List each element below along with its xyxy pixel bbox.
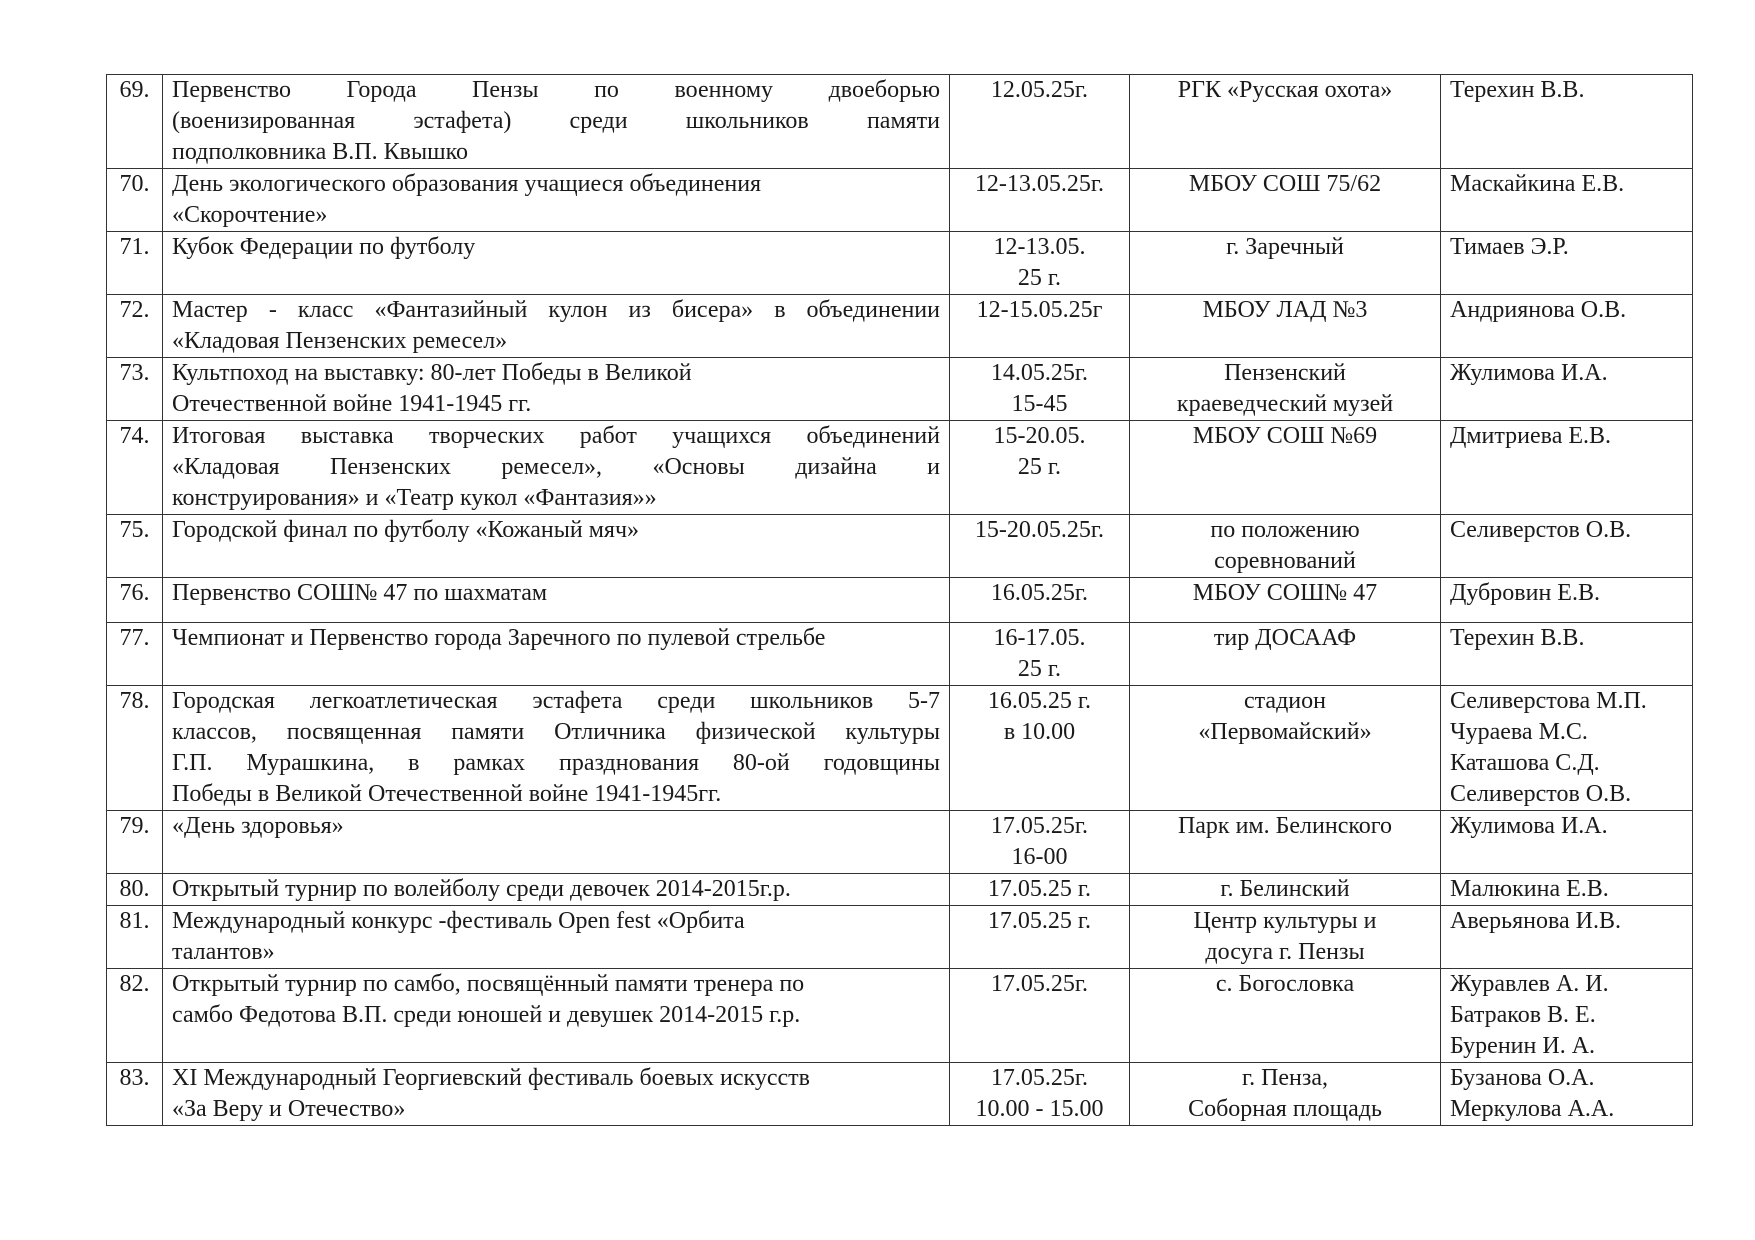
row-number-cell: 73. xyxy=(107,358,163,421)
event-date-cell xyxy=(950,358,1130,421)
event-title-line: Победы в Великой Отечественной войне 1941-1945гг. xyxy=(172,781,722,807)
event-date-line: в 10.00 xyxy=(1003,719,1076,745)
table-row xyxy=(107,578,1693,623)
event-title-line: Открытый турнир по самбо, посвящённый памяти тренера по xyxy=(172,971,805,997)
row-number-cell: 77. xyxy=(107,623,163,686)
event-title-line: Мастер - класс «Фантазийный кулон из бисера» в объединении xyxy=(172,297,940,323)
event-date-line: 15-20.05.25г. xyxy=(974,517,1105,543)
event-title-cell xyxy=(163,578,950,623)
event-date-line: 17.05.25 г. xyxy=(987,908,1092,934)
event-responsible-line: Жулимова И.А. xyxy=(1450,360,1608,386)
event-title-cell xyxy=(163,358,950,421)
event-place-line: с. Богословка xyxy=(1215,971,1355,997)
event-place-cell xyxy=(1130,578,1441,623)
event-responsible-line: Терехин В.В. xyxy=(1450,77,1585,103)
table-row xyxy=(107,169,1693,232)
event-responsible-line: Малюкина Е.В. xyxy=(1450,876,1609,902)
event-place-line: Пензенский xyxy=(1224,360,1346,386)
event-place-line: МБОУ СОШ №69 xyxy=(1192,423,1378,449)
event-responsible-line: Батраков В. Е. xyxy=(1450,1002,1596,1028)
event-place-cell xyxy=(1130,232,1441,295)
event-title-line: Первенство СОШ№ 47 по шахматам xyxy=(172,580,548,606)
event-place-line: Центр культуры и xyxy=(1193,908,1377,934)
row-number-cell: 72. xyxy=(107,295,163,358)
event-responsible-line: Тимаев Э.Р. xyxy=(1450,234,1569,260)
event-title-line: XI Международный Георгиевский фестиваль боевых искусств xyxy=(172,1065,810,1091)
event-place-cell xyxy=(1130,1063,1441,1126)
row-number-cell: 78. xyxy=(107,686,163,811)
event-place-cell xyxy=(1130,295,1441,358)
event-title-line: Открытый турнир по волейболу среди девочек 2014-2015г.р. xyxy=(172,876,791,902)
event-title-line: талантов» xyxy=(172,939,275,965)
event-responsible-cell xyxy=(1441,874,1693,906)
event-title-line: Кубок Федерации по футболу xyxy=(172,234,476,260)
row-number-cell: 80. xyxy=(107,874,163,906)
event-date-cell xyxy=(950,75,1130,169)
event-place-cell xyxy=(1130,421,1441,515)
event-place-line: Соборная площадь xyxy=(1188,1096,1382,1122)
event-date-line: 16.05.25г. xyxy=(990,580,1089,606)
event-place-cell xyxy=(1130,874,1441,906)
event-title-line: конструирования» и «Театр кукол «Фантазия»» xyxy=(172,485,657,511)
event-responsible-line: Селиверстова М.П. xyxy=(1450,688,1647,714)
row-number-cell: 82. xyxy=(107,969,163,1063)
event-place-cell xyxy=(1130,686,1441,811)
event-title-line: (военизированная эстафета) среди школьников памяти xyxy=(172,108,940,134)
event-responsible-line: Дубровин Е.В. xyxy=(1450,580,1600,606)
table-row xyxy=(107,906,1693,969)
event-responsible-line: Меркулова А.А. xyxy=(1450,1096,1615,1122)
event-responsible-cell xyxy=(1441,811,1693,874)
event-title-line: Городской финал по футболу «Кожаный мяч» xyxy=(172,517,640,543)
event-responsible-line: Селиверстов О.В. xyxy=(1450,781,1632,807)
event-title-line: День экологического образования учащиеся объединения xyxy=(172,171,762,197)
row-number-cell: 69. xyxy=(107,75,163,169)
event-date-line: 12.05.25г. xyxy=(990,77,1089,103)
event-responsible-line: Жулимова И.А. xyxy=(1450,813,1608,839)
event-title-cell xyxy=(163,295,950,358)
event-place-cell xyxy=(1130,623,1441,686)
table-row xyxy=(107,874,1693,906)
event-title-line: Отечественной войне 1941-1945 гг. xyxy=(172,391,532,417)
event-date-cell xyxy=(950,515,1130,578)
event-place-line: МБОУ СОШ№ 47 xyxy=(1192,580,1378,606)
table-row xyxy=(107,969,1693,1063)
event-place-line: краеведческий музей xyxy=(1176,391,1394,417)
event-title-line: «Скорочтение» xyxy=(172,202,328,228)
event-responsible-cell xyxy=(1441,969,1693,1063)
event-title-line: «Кладовая Пензенских ремесел», «Основы дизайна и xyxy=(172,454,940,480)
event-date-line: 16-00 xyxy=(1011,844,1068,870)
event-responsible-cell xyxy=(1441,578,1693,623)
table-row xyxy=(107,686,1693,811)
event-place-cell xyxy=(1130,969,1441,1063)
event-date-line: 25 г. xyxy=(1017,265,1062,291)
event-responsible-line: Бузанова О.А. xyxy=(1450,1065,1595,1091)
event-date-line: 17.05.25г. xyxy=(990,1065,1089,1091)
event-place-cell xyxy=(1130,358,1441,421)
event-title-line: Культпоход на выставку: 80-лет Победы в Великой xyxy=(172,360,692,386)
event-date-line: 25 г. xyxy=(1017,656,1062,682)
event-responsible-line: Андриянова О.В. xyxy=(1450,297,1627,323)
table-row xyxy=(107,295,1693,358)
row-number-cell: 76. xyxy=(107,578,163,623)
event-title-line: Итоговая выставка творческих работ учащихся объединений xyxy=(172,423,940,449)
event-title-cell xyxy=(163,1063,950,1126)
event-place-line: по положению xyxy=(1210,517,1360,543)
event-date-cell xyxy=(950,232,1130,295)
event-date-line: 25 г. xyxy=(1017,454,1062,480)
event-responsible-cell xyxy=(1441,358,1693,421)
event-date-cell xyxy=(950,623,1130,686)
event-title-line: Международный конкурс -фестиваль Open fest «Орбита xyxy=(172,908,745,934)
event-place-cell xyxy=(1130,811,1441,874)
event-title-cell xyxy=(163,232,950,295)
event-title-cell xyxy=(163,515,950,578)
event-date-cell xyxy=(950,969,1130,1063)
table-row xyxy=(107,421,1693,515)
event-place-line: РГК «Русская охота» xyxy=(1177,77,1393,103)
event-place-line: МБОУ СОШ 75/62 xyxy=(1188,171,1382,197)
event-responsible-line: Селиверстов О.В. xyxy=(1450,517,1632,543)
event-responsible-line: Маскайкина Е.В. xyxy=(1450,171,1625,197)
event-place-cell xyxy=(1130,906,1441,969)
event-title-cell xyxy=(163,811,950,874)
event-date-cell xyxy=(950,811,1130,874)
row-number-cell: 81. xyxy=(107,906,163,969)
event-place-cell xyxy=(1130,75,1441,169)
event-responsible-cell xyxy=(1441,421,1693,515)
event-title-line: «День здоровья» xyxy=(172,813,344,839)
event-place-line: Парк им. Белинского xyxy=(1177,813,1393,839)
event-date-line: 17.05.25г. xyxy=(990,813,1089,839)
event-responsible-cell xyxy=(1441,686,1693,811)
event-place-line: «Первомайский» xyxy=(1198,719,1372,745)
event-responsible-line: Дмитриева Е.В. xyxy=(1450,423,1612,449)
event-date-line: 10.00 - 15.00 xyxy=(975,1096,1104,1122)
event-responsible-cell xyxy=(1441,906,1693,969)
event-date-line: 12-15.05.25г xyxy=(976,297,1103,323)
event-date-cell xyxy=(950,421,1130,515)
table-row xyxy=(107,232,1693,295)
event-date-line: 16.05.25 г. xyxy=(987,688,1092,714)
row-number-cell: 70. xyxy=(107,169,163,232)
events-table-body xyxy=(107,75,1693,1126)
row-number-cell: 83. xyxy=(107,1063,163,1126)
event-responsible-cell xyxy=(1441,75,1693,169)
event-responsible-line: Терехин В.В. xyxy=(1450,625,1585,651)
event-title-cell xyxy=(163,169,950,232)
event-place-line: г. Пенза, xyxy=(1241,1065,1329,1091)
event-place-cell xyxy=(1130,515,1441,578)
event-title-line: «Кладовая Пензенских ремесел» xyxy=(172,328,508,354)
event-title-line: подполковника В.П. Квышко xyxy=(172,139,469,165)
event-date-line: 17.05.25г. xyxy=(990,971,1089,997)
event-title-line: Г.П. Мурашкина, в рамках празднования 80-ой годовщины xyxy=(172,750,940,776)
table-row xyxy=(107,623,1693,686)
event-responsible-cell xyxy=(1441,232,1693,295)
event-date-line: 14.05.25г. xyxy=(990,360,1089,386)
event-title-line: «За Веру и Отечество» xyxy=(172,1096,406,1122)
event-date-cell xyxy=(950,169,1130,232)
event-date-cell xyxy=(950,295,1130,358)
event-date-line: 17.05.25 г. xyxy=(987,876,1092,902)
event-place-line: г. Белинский xyxy=(1220,876,1350,902)
table-row xyxy=(107,1063,1693,1126)
event-responsible-cell xyxy=(1441,169,1693,232)
event-title-cell xyxy=(163,421,950,515)
event-title-cell xyxy=(163,906,950,969)
event-place-line: соревнований xyxy=(1214,548,1356,574)
event-date-line: 12-13.05.25г. xyxy=(974,171,1105,197)
event-responsible-cell xyxy=(1441,623,1693,686)
event-place-line: МБОУ ЛАД №3 xyxy=(1202,297,1368,323)
event-date-line: 16-17.05. xyxy=(993,625,1086,651)
event-title-line: Чемпионат и Первенство города Заречного по пулевой стрельбе xyxy=(172,625,826,651)
events-table xyxy=(106,74,1693,1126)
event-date-line: 15-20.05. xyxy=(993,423,1086,449)
event-place-line: стадион xyxy=(1244,688,1326,714)
event-place-cell xyxy=(1130,169,1441,232)
event-responsible-cell xyxy=(1441,295,1693,358)
event-responsible-line: Каташова С.Д. xyxy=(1450,750,1600,776)
event-date-cell xyxy=(950,906,1130,969)
event-title-line: классов, посвященная памяти Отличника физической культуры xyxy=(172,719,940,745)
event-place-line: досуга г. Пензы xyxy=(1205,939,1365,965)
event-date-cell xyxy=(950,578,1130,623)
event-title-cell xyxy=(163,75,950,169)
event-title-line: самбо Федотова В.П. среди юношей и девушек 2014-2015 г.р. xyxy=(172,1002,801,1028)
event-responsible-line: Журавлев А. И. xyxy=(1450,971,1609,997)
event-title-line: Первенство Города Пензы по военному двоеборью xyxy=(172,77,940,103)
event-date-line: 15-45 xyxy=(1011,391,1068,417)
event-responsible-line: Чураева М.С. xyxy=(1450,719,1588,745)
event-place-line: тир ДОСААФ xyxy=(1213,625,1357,651)
table-row xyxy=(107,75,1693,169)
event-responsible-cell xyxy=(1441,1063,1693,1126)
event-responsible-line: Аверьянова И.В. xyxy=(1450,908,1622,934)
event-date-cell xyxy=(950,1063,1130,1126)
event-date-cell xyxy=(950,686,1130,811)
row-number-cell: 71. xyxy=(107,232,163,295)
row-number-cell: 75. xyxy=(107,515,163,578)
event-responsible-line: Буренин И. А. xyxy=(1450,1033,1596,1059)
table-row xyxy=(107,358,1693,421)
event-date-line: 12-13.05. xyxy=(993,234,1086,260)
event-responsible-cell xyxy=(1441,515,1693,578)
table-row xyxy=(107,515,1693,578)
table-row xyxy=(107,811,1693,874)
row-number-cell: 79. xyxy=(107,811,163,874)
event-title-cell xyxy=(163,874,950,906)
event-title-cell xyxy=(163,623,950,686)
event-title-line: Городская легкоатлетическая эстафета среди школьников 5-7 xyxy=(172,688,940,714)
row-number-cell: 74. xyxy=(107,421,163,515)
event-place-line: г. Заречный xyxy=(1226,234,1344,260)
event-date-cell xyxy=(950,874,1130,906)
event-title-cell xyxy=(163,686,950,811)
event-title-cell xyxy=(163,969,950,1063)
